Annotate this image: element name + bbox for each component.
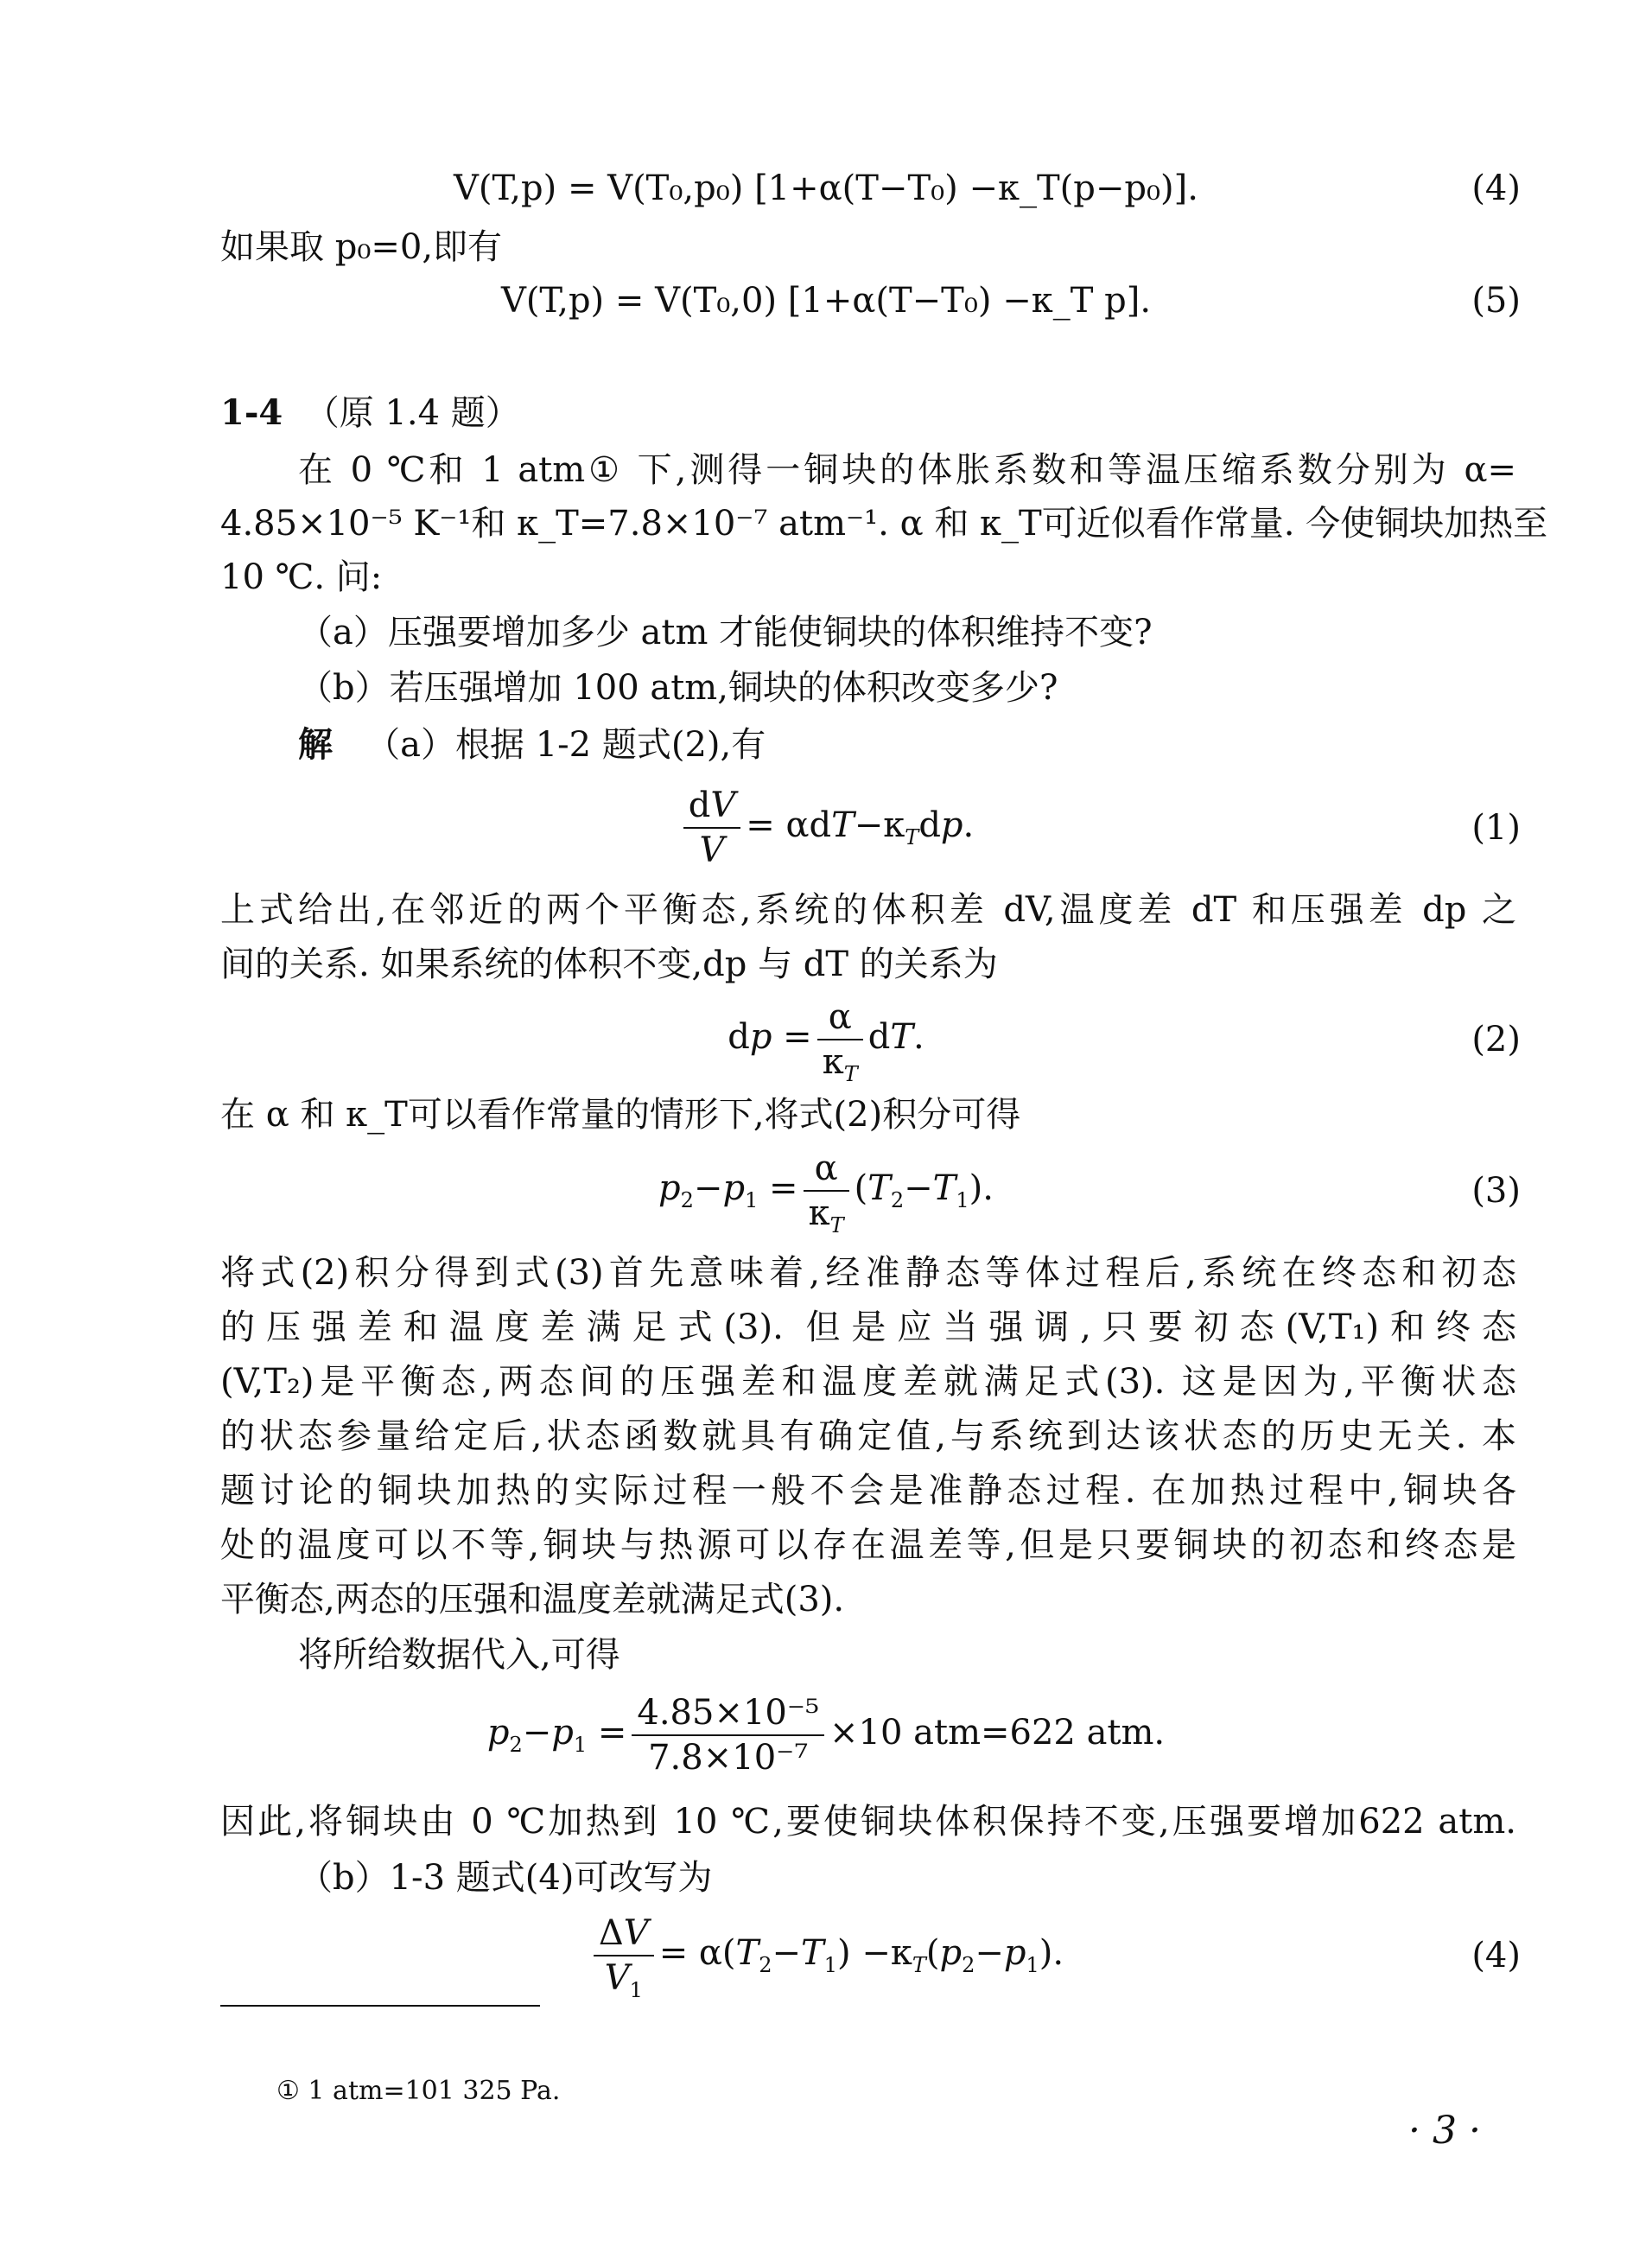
equation-number: (2) bbox=[1471, 1020, 1521, 1059]
text-line: 将所给数据代入,可得 bbox=[298, 1635, 620, 1675]
problem-number: 1-4 bbox=[220, 392, 283, 433]
equation-number: (4) bbox=[1471, 169, 1521, 208]
equation-number: (4) bbox=[1471, 1936, 1521, 1976]
text-line: (V,T₂)是平衡态,两态间的压强差和温度差就满足式(3). 这是因为,平衡状态 bbox=[220, 1362, 1516, 1402]
numeric-equation: $p_2-p_1$ = $\frac{\text{4.85×10⁻⁵}}{\text{7.8×10⁻⁷}}$ ×10 atm=622 atm. bbox=[486, 1693, 1166, 1778]
text-line: （b）1-3 题式(4)可改写为 bbox=[298, 1858, 713, 1898]
text-line: 如果取 p₀=0,即有 bbox=[220, 227, 503, 267]
problem-text: 在 0 ℃和 1 atm① 下,测得一铜块的体胀系数和等温压缩系数分别为 α= bbox=[298, 450, 1516, 490]
equation-1: $\frac{dV}{V}$ = $\alpha dT-\kappa_Tdp$. bbox=[0, 782, 1652, 872]
text-line: 题讨论的铜块加热的实际过程一般不会是准静态过程. 在加热过程中,铜块各 bbox=[220, 1471, 1516, 1511]
text-line: 间的关系. 如果系统的体积不变,dp 与 dT 的关系为 bbox=[220, 945, 998, 984]
equation-number: (3) bbox=[1471, 1171, 1521, 1211]
fraction: $\frac{\alpha}{\kappa_T}$ bbox=[804, 1147, 849, 1235]
page-number: · 3 · bbox=[1408, 2109, 1481, 2153]
solution-a-intro: （a）根据 1-2 题式(2),有 bbox=[365, 725, 766, 765]
equation-number: (1) bbox=[1471, 808, 1521, 848]
equation-number: (5) bbox=[1471, 281, 1521, 321]
text-line: 的状态参量给定后,状态函数就具有确定值,与系统到达该状态的历史无关. 本 bbox=[220, 1416, 1516, 1456]
equation-3: $p_2-p_1$ = $\frac{\alpha}{\kappa_T}$ $(T_2-T_1)$. bbox=[658, 1148, 994, 1237]
footnote: ① 1 atm=101 325 Pa. bbox=[276, 2076, 561, 2106]
question-a: （a）压强要增加多少 atm 才能使铜块的体积维持不变? bbox=[298, 613, 1153, 652]
text-line: 平衡态,两态的压强和温度差就满足式(3). bbox=[220, 1580, 845, 1619]
equation-1-3-4: V(T,p) = V(T₀,p₀) [1+α(T−T₀) −κ_T(p−p₀)]. bbox=[454, 169, 1198, 208]
text-line: 的压强差和温度差满足式(3). 但是应当强调,只要初态(V,T₁)和终态 bbox=[220, 1307, 1516, 1347]
equation-1-3-5: V(T,p) = V(T₀,0) [1+α(T−T₀) −κ_T p]. bbox=[500, 281, 1152, 321]
problem-origin: （原 1.4 题） bbox=[304, 393, 520, 433]
text-line: 处的温度可以不等,铜块与热源可以存在温差等,但是只要铜块的初态和终态是 bbox=[220, 1525, 1516, 1565]
solution-label: 解 bbox=[298, 724, 333, 765]
equation-2: dp = $\frac{\alpha}{\kappa_T}$ dT. bbox=[728, 997, 924, 1086]
equation-4: $\frac{\Delta V}{V_1}$ = $\alpha(T_2-T_1) -\kappa_T(p_2-p_1)$. bbox=[0, 1910, 1652, 2000]
fraction: $\frac{\alpha}{\kappa_T}$ bbox=[817, 996, 863, 1084]
problem-text: 10 ℃. 问: bbox=[220, 557, 383, 597]
footnote-rule bbox=[220, 2005, 540, 2007]
question-b: （b）若压强增加 100 atm,铜块的体积改变多少? bbox=[298, 668, 1058, 708]
fraction: $\frac{\Delta V}{V_1}$ bbox=[594, 1912, 654, 2000]
fraction: $\frac{dV}{V}$ bbox=[683, 784, 741, 872]
text-line: 因此,将铜块由 0 ℃加热到 10 ℃,要使铜块体积保持不变,压强要增加622 atm. bbox=[220, 1802, 1516, 1842]
problem-heading bbox=[220, 389, 1516, 437]
text-line: 将式(2)积分得到式(3)首先意味着,经准静态等体过程后,系统在终态和初态 bbox=[220, 1253, 1516, 1293]
problem-text: 4.85×10⁻⁵ K⁻¹和 κ_T=7.8×10⁻⁷ atm⁻¹. α 和 κ_T可近似看作常量. 今使铜块加热至 bbox=[220, 504, 1548, 544]
text-line: 在 α 和 κ_T可以看作常量的情形下,将式(2)积分可得 bbox=[220, 1095, 1021, 1135]
solution-intro bbox=[298, 721, 1516, 769]
text-line: 上式给出,在邻近的两个平衡态,系统的体积差 dV,温度差 dT 和压强差 dp 之 bbox=[220, 890, 1516, 930]
fraction: $\frac{\text{4.85×10⁻⁵}}{\text{7.8×10⁻⁷}}$ bbox=[632, 1691, 824, 1779]
